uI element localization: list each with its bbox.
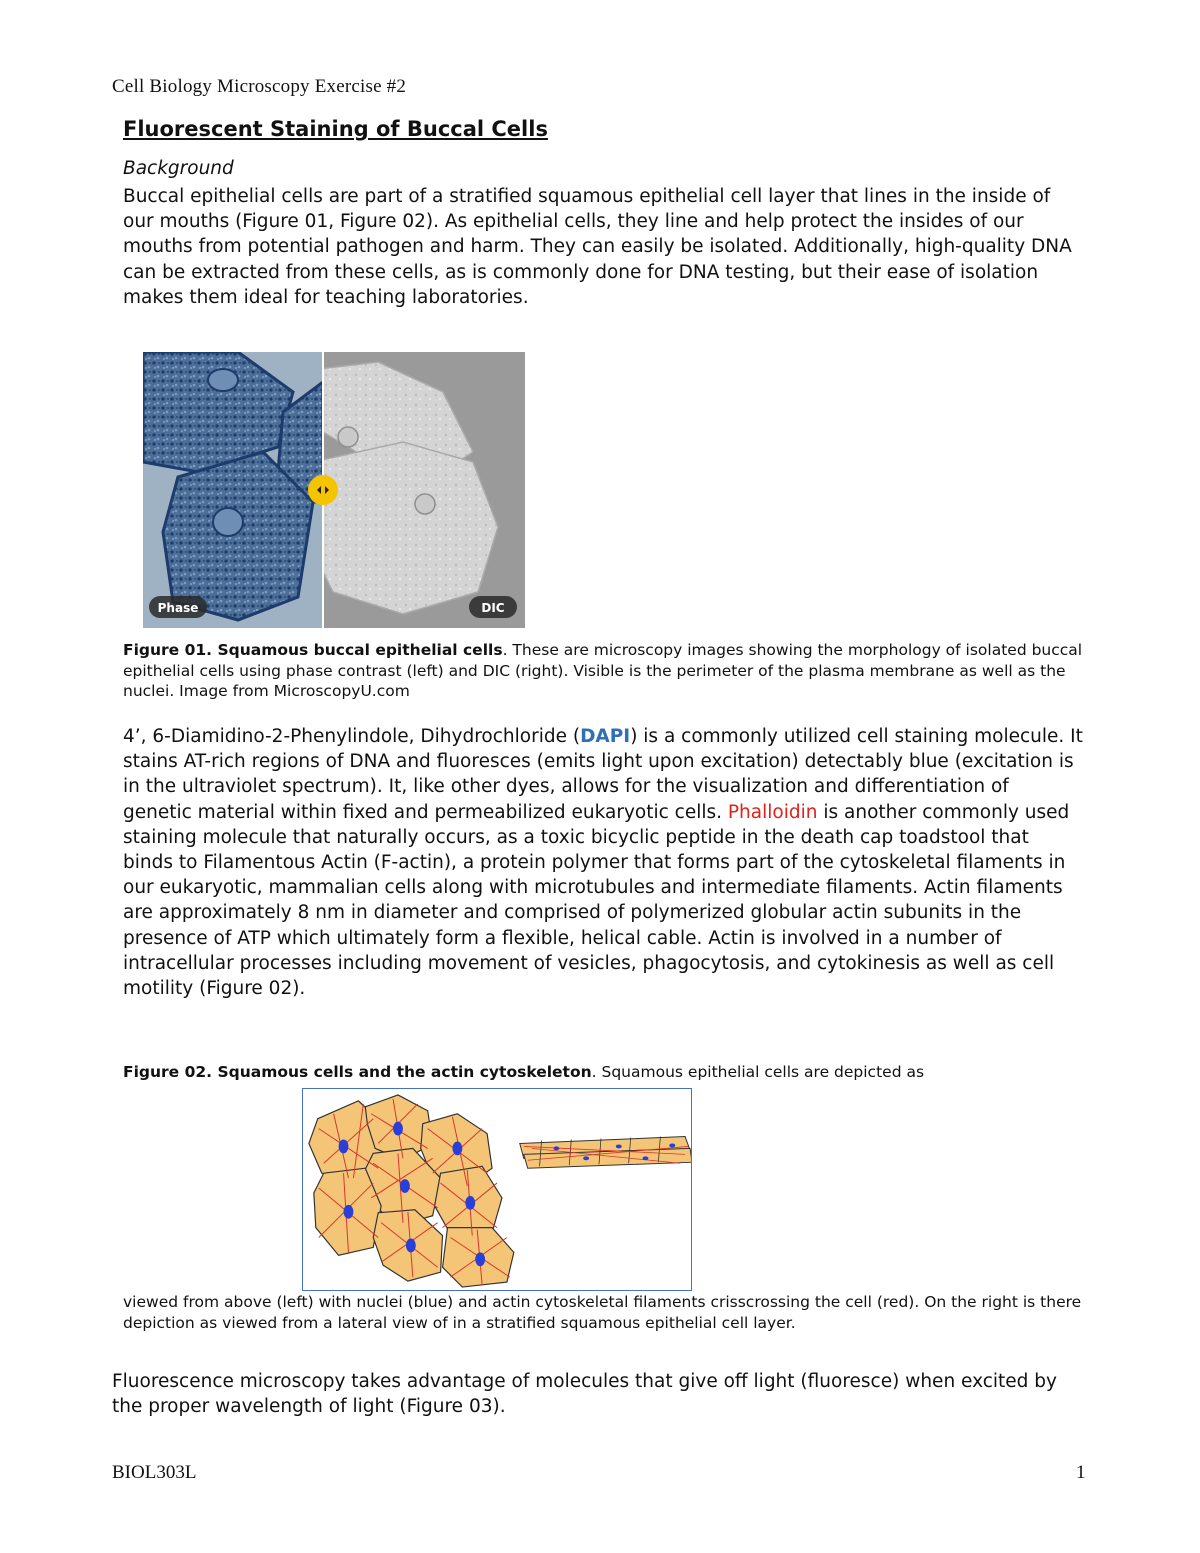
dapi-paragraph-part2: ) is a commonly utilized cell staining molecule. It stains AT-rich regions of DNA and fluoresces (emits light upon excitation) detectably blue (excitation is in the ultraviolet spectrum). It, like other dyes, allows for the visualization and differentiation of genetic material within fixed and permeabilized eukaryotic cells. — [123, 726, 1083, 823]
nucleus — [393, 1122, 403, 1136]
page-header: Cell Biology Microscopy Exercise #2 — [112, 76, 407, 97]
dapi-phalloidin-paragraph — [123, 724, 1083, 1001]
figure-02-illustration — [302, 1088, 692, 1291]
figure-01-title: . Squamous buccal epithelial cells — [206, 641, 503, 659]
figure-02-title: . Squamous cells and the actin cytoskeleton — [206, 1063, 592, 1081]
comparison-slider-handle — [308, 475, 338, 505]
nucleus — [344, 1205, 354, 1219]
dapi-paragraph-part1: 4’, 6-Diamidino-2-Phenylindole, Dihydrochloride ( — [123, 726, 581, 747]
nucleus — [339, 1139, 349, 1153]
phase-label: Phase — [157, 601, 199, 615]
nucleus — [465, 1196, 475, 1210]
figure-02-caption-top — [123, 1062, 1083, 1083]
figure-01-microscopy-image — [143, 352, 525, 628]
document-title: Fluorescent Staining of Buccal Cells — [123, 117, 548, 141]
figure-02-label: Figure 02 — [123, 1063, 207, 1081]
dapi-paragraph-part3: is another commonly used staining molecule that naturally occurs, as a toxic bicyclic peptide in the death cap toadstool that binds to Filamentous Actin (F-actin), a protein polymer that forms part of the cytoskeletal filaments in our eukaryotic, mammalian cells along with microtubules and intermediate filaments. Actin filaments are approximately 8 nm in diameter and comprised of polymerized globular actin subunits in the presence of ATP which ultimately form a flexible, helical cable. Actin is involved in a number of intracellular processes including movement of vesicles, phagocytosis, and cytokinesis as well as cell motility (Figure 02). — [123, 801, 1070, 1000]
figure-02-description-top: . Squamous epithelial cells are depicted as — [591, 1063, 925, 1081]
nucleus — [475, 1252, 485, 1266]
background-heading: Background — [123, 158, 234, 179]
nucleus — [406, 1239, 416, 1253]
lateral-view-cell-layer — [520, 1137, 692, 1169]
figure-02-caption-bottom: viewed from above (left) with nuclei (blue) and actin cytoskeletal filaments crisscrossing the cell (red). On the right is there depiction as viewed from a lateral view of in a stratified squamous epithelial cell layer. — [123, 1293, 1082, 1332]
nucleus — [400, 1179, 410, 1193]
footer-course-code: BIOL303L — [112, 1462, 197, 1483]
fluorescence-paragraph: Fluorescence microscopy takes advantage of molecules that give off light (fluoresce) when excited by the proper wavelength of light (Figure 03). — [112, 1371, 1057, 1418]
dic-label: DIC — [481, 601, 505, 615]
figure-01-caption — [123, 640, 1083, 702]
dapi-term: DAPI — [580, 726, 631, 747]
nucleus — [452, 1141, 462, 1155]
figure-01-description: . These are microscopy images showing the morphology of isolated buccal epithelial cells using phase contrast (left) and DIC (right). Visible is the perimeter of the plasma membrane as well as the nuclei. Image from MicroscopyU.com — [123, 641, 1083, 700]
figure-01-label: Figure 01 — [123, 641, 207, 659]
footer-page-number: 1 — [1076, 1462, 1086, 1483]
background-paragraph: Buccal epithelial cells are part of a stratified squamous epithelial cell layer that lines in the inside of our mouths (Figure 01, Figure 02). As epithelial cells, they line and help protect the insides of our mouths from potential pathogen and harm. They can easily be isolated. Additionally, high-quality DNA can be extracted from these cells, as is commonly done for DNA testing, but their ease of isolation makes them ideal for teaching laboratories. — [123, 186, 1072, 308]
phalloidin-term: Phalloidin — [727, 801, 818, 823]
